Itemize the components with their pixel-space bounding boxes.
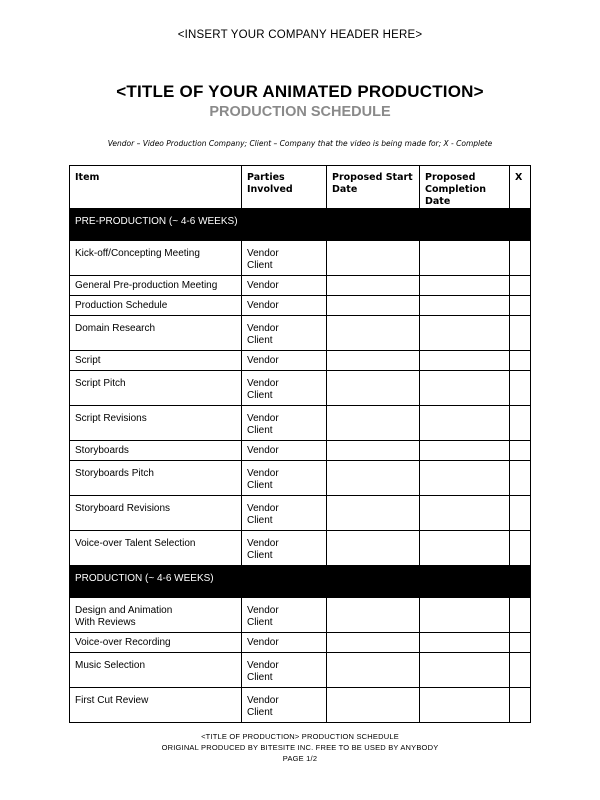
item-cell (70, 461, 242, 496)
complete-mark-cell[interactable] (510, 371, 531, 406)
item-cell (70, 441, 242, 461)
start-date-cell[interactable] (327, 633, 420, 653)
party-text: Client (247, 707, 273, 718)
item-text: Design and Animation (75, 605, 173, 616)
column-header-start-date: Proposed Start Date (327, 166, 420, 209)
complete-mark-cell[interactable] (510, 598, 531, 633)
complete-mark-cell[interactable] (510, 351, 531, 371)
party-text: Vendor (247, 660, 279, 671)
start-date-cell[interactable] (327, 241, 420, 276)
start-date-cell[interactable] (327, 653, 420, 688)
completion-date-cell[interactable] (420, 296, 510, 316)
start-date-cell[interactable] (327, 598, 420, 633)
item-text: Script Pitch (75, 378, 126, 389)
party-text: Client (247, 390, 273, 401)
parties-cell (242, 296, 327, 316)
start-date-cell[interactable] (327, 406, 420, 441)
party-text: Vendor (247, 300, 279, 311)
item-text: Domain Research (75, 323, 156, 334)
document-title: <TITLE OF YOUR ANIMATED PRODUCTION> (116, 82, 484, 101)
party-text: Client (247, 672, 273, 683)
footer-credit: ORIGINAL PRODUCED BY BITESITE INC. FREE TO BE USED BY ANYBODY (161, 743, 439, 752)
page-footer (0, 731, 600, 764)
parties-cell (242, 241, 327, 276)
table-row (70, 441, 531, 461)
item-cell (70, 241, 242, 276)
column-header-item: Item (70, 166, 242, 209)
parties-cell (242, 316, 327, 351)
complete-mark-cell[interactable] (510, 241, 531, 276)
start-date-cell[interactable] (327, 441, 420, 461)
completion-date-cell[interactable] (420, 276, 510, 296)
start-date-cell[interactable] (327, 688, 420, 723)
start-date-cell[interactable] (327, 371, 420, 406)
item-cell (70, 688, 242, 723)
footer-title: <TITLE OF PRODUCTION> PRODUCTION SCHEDULE (201, 732, 399, 741)
start-date-cell[interactable] (327, 531, 420, 566)
party-text: Client (247, 335, 273, 346)
table-row (70, 688, 531, 723)
table-row (70, 351, 531, 371)
item-cell (70, 316, 242, 351)
item-cell (70, 296, 242, 316)
party-text: Vendor (247, 413, 279, 424)
completion-date-cell[interactable] (420, 531, 510, 566)
item-text: Storyboard Revisions (75, 503, 171, 514)
parties-cell (242, 461, 327, 496)
table-row (70, 653, 531, 688)
parties-cell (242, 633, 327, 653)
table-row (70, 496, 531, 531)
party-text: Vendor (247, 538, 279, 549)
legend-note: Vendor – Video Production Company; Client – Company that the video is being made for; X - Complete (107, 139, 493, 148)
party-text: Vendor (247, 323, 279, 334)
item-text: Voice-over Recording (75, 637, 171, 648)
start-date-cell[interactable] (327, 316, 420, 351)
item-text: Kick-off/Concepting Meeting (75, 248, 200, 259)
party-text: Vendor (247, 445, 279, 456)
complete-mark-cell[interactable] (510, 688, 531, 723)
item-cell (70, 531, 242, 566)
start-date-cell[interactable] (327, 496, 420, 531)
party-text: Client (247, 617, 273, 628)
item-cell (70, 351, 242, 371)
column-header-completion-date: Proposed Completion Date (420, 166, 510, 209)
table-row (70, 598, 531, 633)
completion-date-cell[interactable] (420, 441, 510, 461)
complete-mark-cell[interactable] (510, 316, 531, 351)
complete-mark-cell[interactable] (510, 461, 531, 496)
table-row (70, 241, 531, 276)
party-text: Client (247, 260, 273, 271)
completion-date-cell[interactable] (420, 406, 510, 441)
table-row (70, 406, 531, 441)
item-cell (70, 276, 242, 296)
completion-date-cell[interactable] (420, 316, 510, 351)
completion-date-cell[interactable] (420, 351, 510, 371)
complete-mark-cell[interactable] (510, 496, 531, 531)
item-text: Script (75, 355, 101, 366)
table-row (70, 531, 531, 566)
completion-date-cell[interactable] (420, 653, 510, 688)
completion-date-cell[interactable] (420, 633, 510, 653)
party-text: Vendor (247, 637, 279, 648)
party-text: Vendor (247, 280, 279, 291)
item-text: Voice-over Talent Selection (75, 538, 196, 549)
item-text: General Pre-production Meeting (75, 280, 218, 291)
item-cell (70, 496, 242, 531)
completion-date-cell[interactable] (420, 688, 510, 723)
parties-cell (242, 688, 327, 723)
party-text: Client (247, 550, 273, 561)
column-header-parties: Parties Involved (242, 166, 327, 209)
party-text: Client (247, 480, 273, 491)
completion-date-cell[interactable] (420, 371, 510, 406)
parties-cell (242, 441, 327, 461)
complete-mark-cell[interactable] (510, 296, 531, 316)
party-text: Vendor (247, 248, 279, 259)
parties-cell (242, 653, 327, 688)
table-row (70, 461, 531, 496)
party-text: Vendor (247, 355, 279, 366)
item-text: Music Selection (75, 660, 146, 671)
completion-date-cell[interactable] (420, 496, 510, 531)
item-cell (70, 598, 242, 633)
table-row (70, 633, 531, 653)
parties-cell (242, 531, 327, 566)
complete-mark-cell[interactable] (510, 406, 531, 441)
column-header-complete: X (510, 166, 531, 209)
start-date-cell[interactable] (327, 296, 420, 316)
completion-date-cell[interactable] (420, 598, 510, 633)
item-text: Script Revisions (75, 413, 147, 424)
table-row (70, 316, 531, 351)
complete-mark-cell[interactable] (510, 441, 531, 461)
complete-mark-cell[interactable] (510, 276, 531, 296)
section-title: PRE-PRODUCTION (~ 4-6 WEEKS) (70, 209, 531, 241)
company-header-placeholder: <INSERT YOUR COMPANY HEADER HERE> (177, 29, 423, 41)
section-title: PRODUCTION (~ 4-6 WEEKS) (70, 566, 531, 598)
party-text: Client (247, 515, 273, 526)
parties-cell (242, 406, 327, 441)
document-subtitle: PRODUCTION SCHEDULE (209, 104, 391, 120)
production-schedule-table (69, 165, 531, 723)
complete-mark-cell[interactable] (510, 653, 531, 688)
table-body (70, 209, 531, 723)
table-header-row (70, 166, 531, 209)
footer-page-number: PAGE 1/2 (282, 754, 318, 763)
item-cell (70, 633, 242, 653)
complete-mark-cell[interactable] (510, 633, 531, 653)
section-header-row (70, 209, 531, 241)
parties-cell (242, 598, 327, 633)
parties-cell (242, 496, 327, 531)
item-text: With Reviews (75, 617, 136, 628)
parties-cell (242, 371, 327, 406)
table-row (70, 276, 531, 296)
party-text: Vendor (247, 378, 279, 389)
item-cell (70, 406, 242, 441)
party-text: Vendor (247, 468, 279, 479)
table-row (70, 296, 531, 316)
completion-date-cell[interactable] (420, 241, 510, 276)
parties-cell (242, 351, 327, 371)
start-date-cell[interactable] (327, 276, 420, 296)
start-date-cell[interactable] (327, 461, 420, 496)
item-cell (70, 653, 242, 688)
complete-mark-cell[interactable] (510, 531, 531, 566)
party-text: Client (247, 425, 273, 436)
parties-cell (242, 276, 327, 296)
item-text: Storyboards (75, 445, 129, 456)
section-header-row (70, 566, 531, 598)
party-text: Vendor (247, 695, 279, 706)
completion-date-cell[interactable] (420, 461, 510, 496)
party-text: Vendor (247, 605, 279, 616)
item-text: Storyboards Pitch (75, 468, 154, 479)
item-text: First Cut Review (75, 695, 149, 706)
party-text: Vendor (247, 503, 279, 514)
start-date-cell[interactable] (327, 351, 420, 371)
table-row (70, 371, 531, 406)
item-text: Production Schedule (75, 300, 168, 311)
item-cell (70, 371, 242, 406)
